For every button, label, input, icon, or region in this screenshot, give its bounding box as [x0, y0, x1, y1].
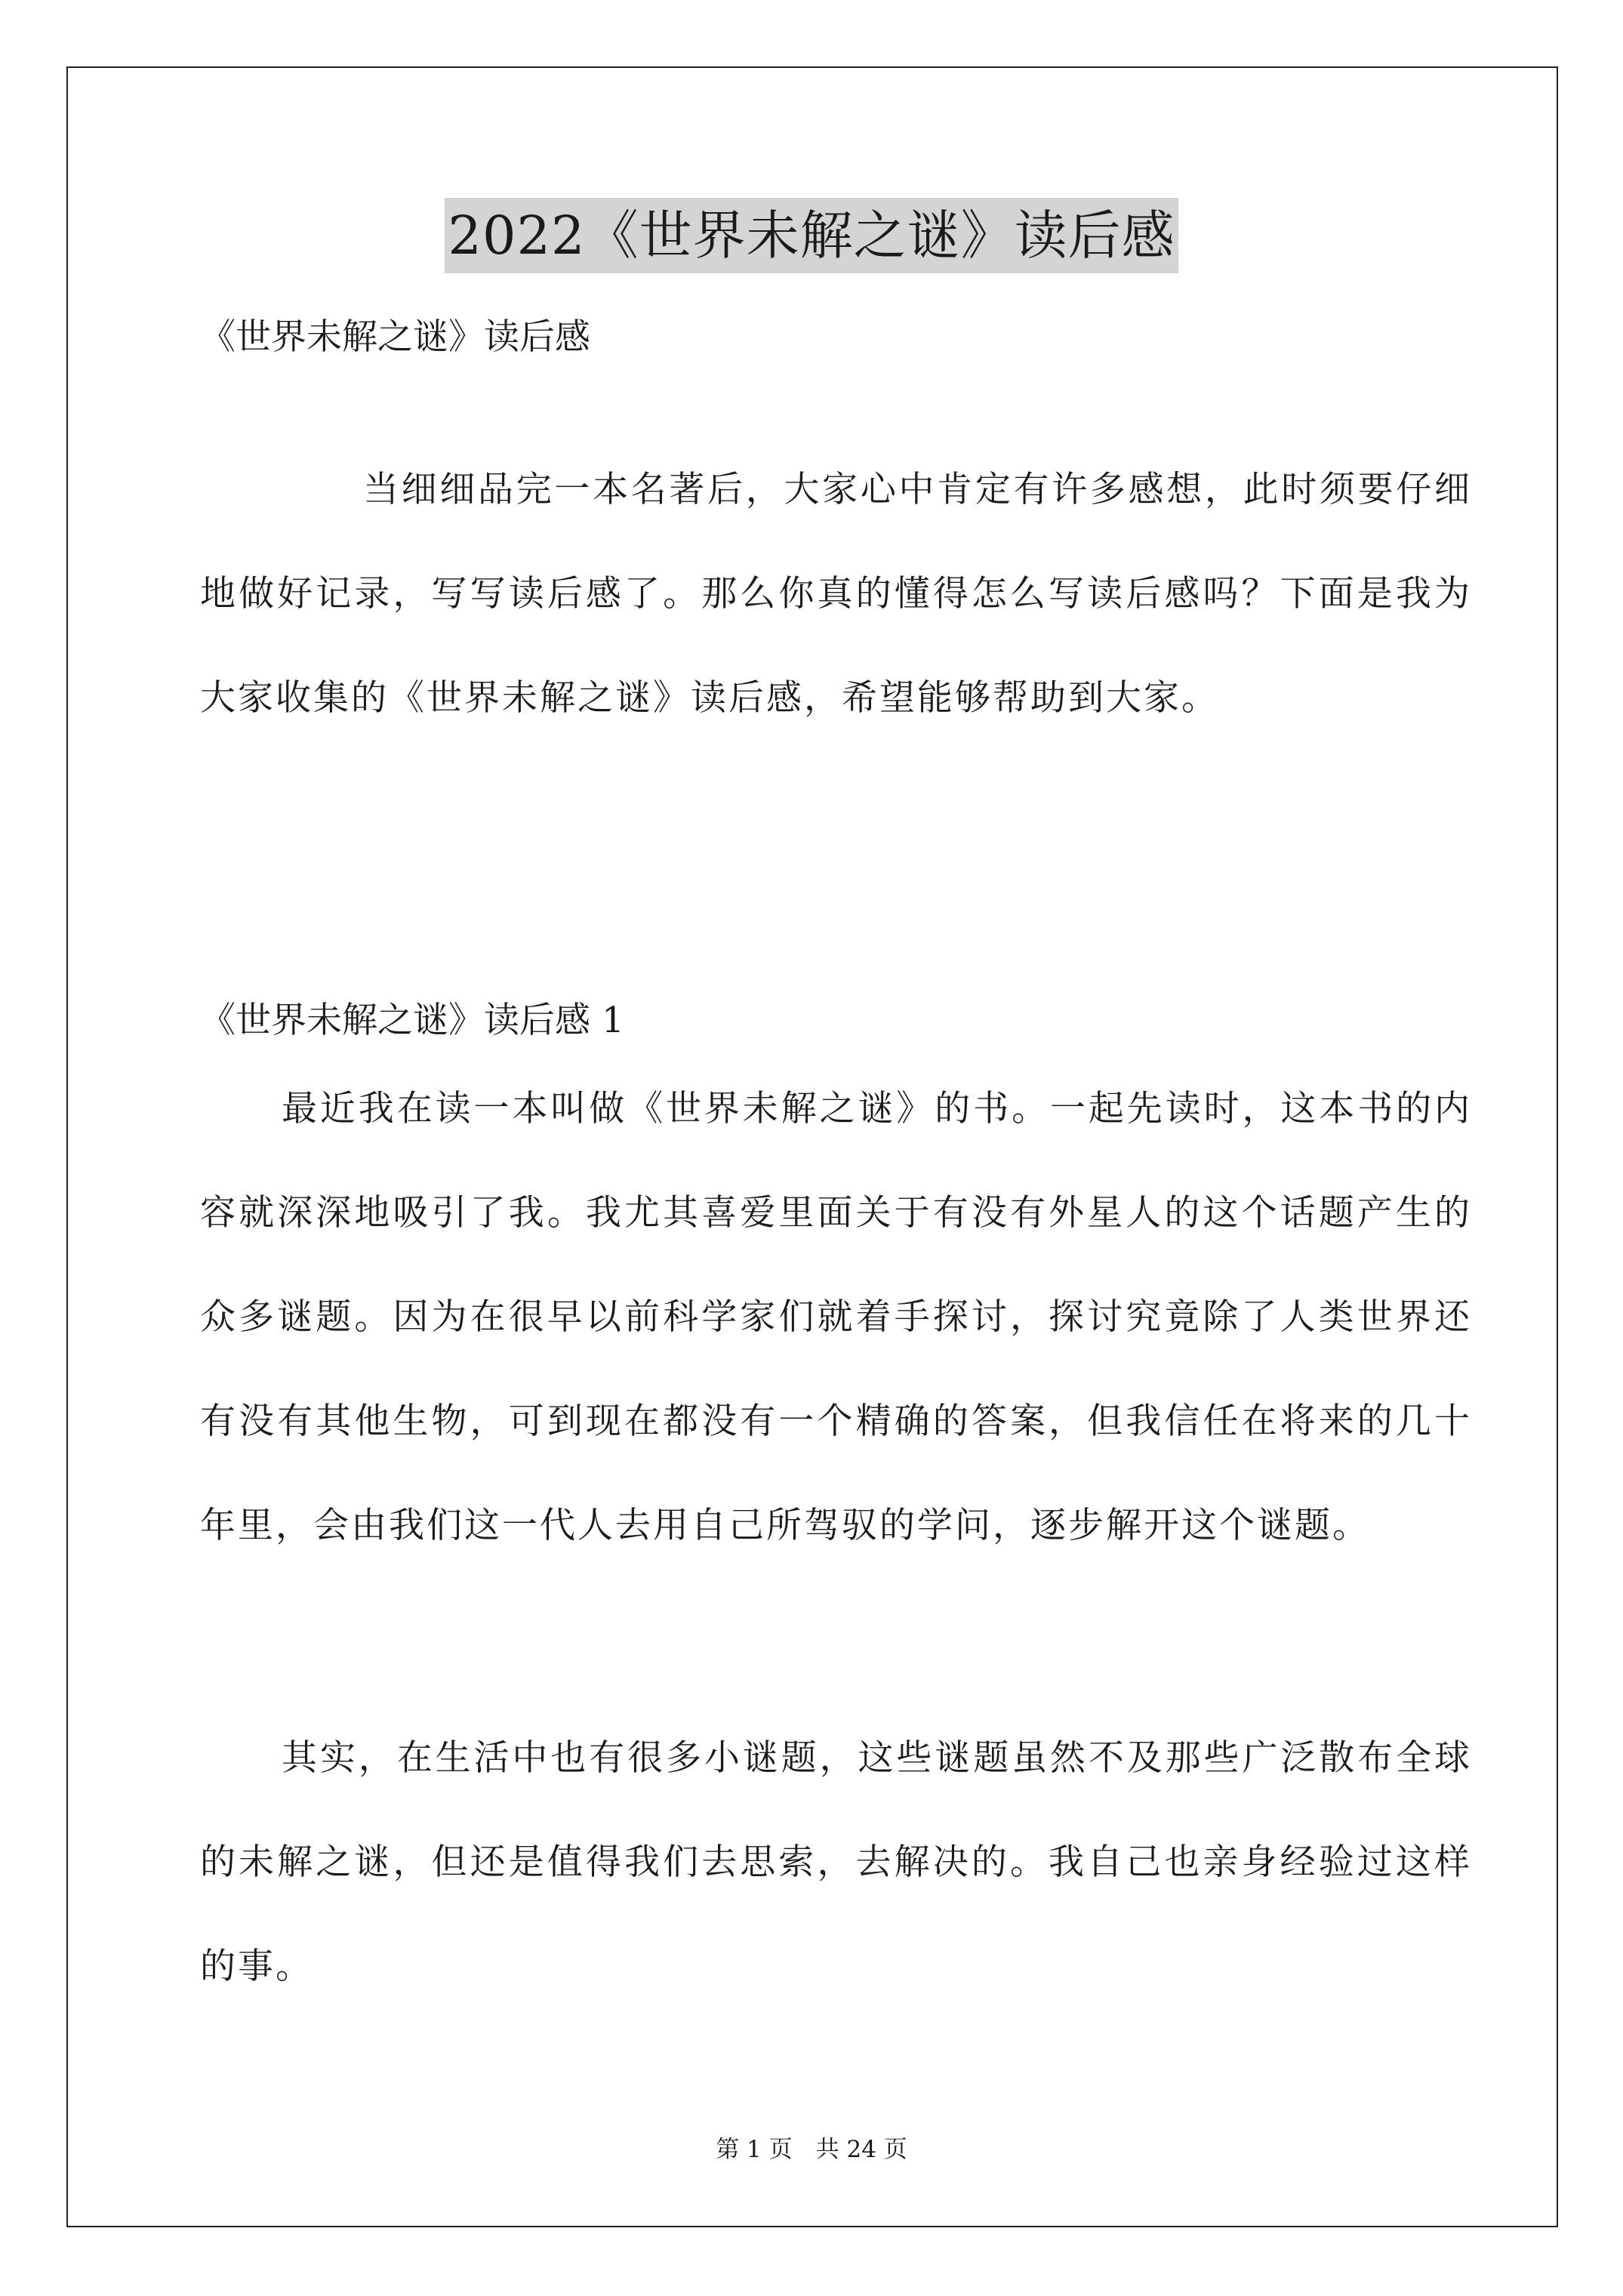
document-subtitle: 《世界未解之谜》读后感 — [200, 316, 590, 358]
page-number-footer: 第 1 页 共 24 页 — [716, 2136, 907, 2163]
document-title: 2022《世界未解之谜》读后感 — [445, 198, 1178, 273]
intro-paragraph: 当细细品完一本名著后，大家心中肯定有许多感想，此时须要仔细地做好记录，写写读后感了。那么你真的懂得怎么写读后感吗？下面是我为大家收集的《世界未解之谜》读后感，希望能够帮助到大家。 — [200, 469, 1472, 719]
title-container — [0, 198, 1623, 273]
body-paragraph-2: 其实，在生活中也有很多小谜题，这些谜题虽然不及那些广泛散布全球的未解之谜，但还是值得我们去思索，去解决的。我自己也亲身经验过这样的事。 — [200, 1737, 1472, 1987]
section-heading: 《世界未解之谜》读后感 1 — [200, 1000, 624, 1041]
body-paragraph-1: 最近我在读一本叫做《世界未解之谜》的书。一起先读时，这本书的内容就深深地吸引了我。我尤其喜爱里面关于有没有外星人的这个话题产生的众多谜题。因为在很早以前科学家们就着手探讨，探讨究竟除了人类世界还有没有其他生物，可到现在都没有一个精确的答案，但我信任在将来的几十年里，会由我们这一代人去用自己所驾驭的学问，逐步解开这个谜题。 — [200, 1088, 1472, 1546]
